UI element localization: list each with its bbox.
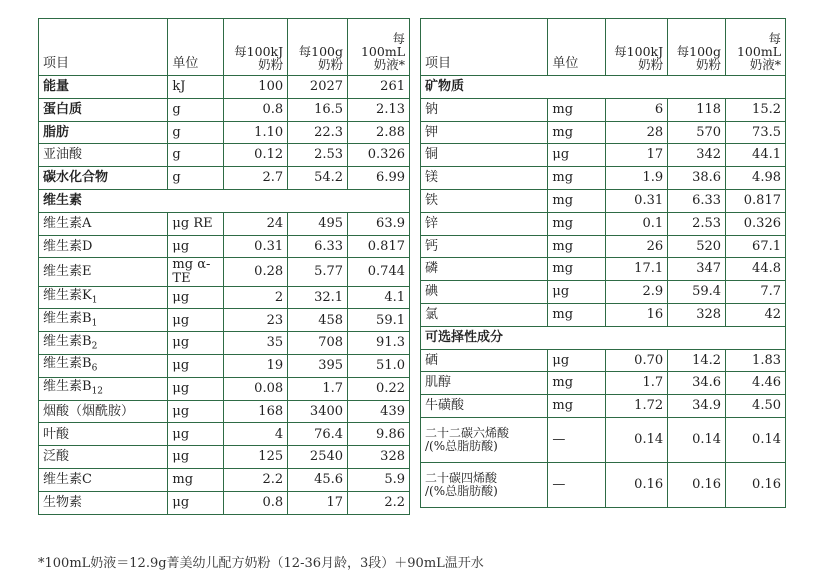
value-per-100g: 16.5	[288, 98, 348, 121]
nutrient-unit: μg	[168, 423, 224, 446]
header-per-100kj: 每100kJ 奶粉	[606, 19, 668, 76]
nutrient-unit: mg	[548, 212, 606, 235]
value-per-100g: 22.3	[288, 121, 348, 144]
value-per-100ml: 0.817	[726, 189, 786, 212]
value-per-100kj: 26	[606, 235, 668, 258]
value-per-100g: 0.16	[668, 462, 726, 507]
nutrient-name: 脂肪	[39, 121, 168, 144]
value-per-100ml: 15.2	[726, 98, 786, 121]
header-row	[421, 19, 786, 76]
nutrient-name: 维生素$B_{12}$	[39, 377, 168, 400]
value-per-100kj: 1.9	[606, 167, 668, 190]
nutrient-unit: mg α-TE	[168, 258, 224, 286]
nutrient-name: 二十碳四烯酸 /(%总脂肪酸)	[421, 462, 548, 507]
nutrient-name: 肌醇	[421, 372, 548, 395]
table-row	[39, 423, 410, 446]
value-per-100ml: 59.1	[348, 309, 410, 332]
nutrient-name: 维生素A	[39, 212, 168, 235]
nutrient-name: 铁	[421, 189, 548, 212]
table-row	[39, 400, 410, 423]
table-row	[39, 121, 410, 144]
nutrition-rows-right	[421, 76, 786, 508]
table-row	[39, 469, 410, 492]
header-per-100g: 每100g 奶粉	[668, 19, 726, 76]
nutrient-unit: g	[168, 98, 224, 121]
table-row	[421, 303, 786, 326]
nutrient-unit: μg	[168, 377, 224, 400]
nutrient-name: 能量	[39, 76, 168, 99]
nutrient-unit: mg	[548, 189, 606, 212]
table-row	[39, 144, 410, 167]
value-per-100kj: 0.8	[224, 491, 288, 514]
nutrient-name: 生物素	[39, 491, 168, 514]
nutrient-name: 硒	[421, 349, 548, 372]
value-per-100g: 395	[288, 355, 348, 378]
table-row	[39, 98, 410, 121]
nutrient-name: 铜	[421, 144, 548, 167]
value-per-100g: 17	[288, 491, 348, 514]
nutrient-name: 维生素$B_2$	[39, 332, 168, 355]
nutrient-name: 磷	[421, 258, 548, 281]
value-per-100kj: 0.31	[224, 235, 288, 258]
value-per-100g: 34.9	[668, 395, 726, 418]
value-per-100kj: 100	[224, 76, 288, 99]
table-row	[39, 235, 410, 258]
value-per-100kj: 24	[224, 212, 288, 235]
value-per-100kj: 6	[606, 98, 668, 121]
header-row	[39, 19, 410, 76]
nutrient-unit: μg	[168, 355, 224, 378]
value-per-100ml: 0.14	[726, 417, 786, 462]
value-per-100ml: 63.9	[348, 212, 410, 235]
value-per-100g: 32.1	[288, 286, 348, 309]
value-per-100ml: 0.326	[726, 212, 786, 235]
table-row	[421, 281, 786, 304]
value-per-100kj: 0.14	[606, 417, 668, 462]
nutrient-name: 维生素C	[39, 469, 168, 492]
value-per-100g: 2.53	[668, 212, 726, 235]
value-per-100g: 6.33	[668, 189, 726, 212]
nutrient-unit: kJ	[168, 76, 224, 99]
nutrient-name: 钠	[421, 98, 548, 121]
value-per-100ml: 0.16	[726, 462, 786, 507]
value-per-100ml: 67.1	[726, 235, 786, 258]
value-per-100kj: 19	[224, 355, 288, 378]
value-per-100ml: 4.98	[726, 167, 786, 190]
nutrient-name: 烟酸（烟酰胺）	[39, 400, 168, 423]
nutrient-name: 叶酸	[39, 423, 168, 446]
table-row	[39, 76, 410, 99]
header-item: 项目	[421, 19, 548, 76]
table-row	[421, 349, 786, 372]
section-title: 矿物质	[421, 76, 786, 99]
value-per-100g: 76.4	[288, 423, 348, 446]
table-row	[39, 286, 410, 309]
value-per-100kj: 2.2	[224, 469, 288, 492]
section-row	[421, 76, 786, 99]
value-per-100ml: 2.88	[348, 121, 410, 144]
table-row	[39, 446, 410, 469]
value-per-100g: 34.6	[668, 372, 726, 395]
section-row	[421, 326, 786, 349]
value-per-100g: 14.2	[668, 349, 726, 372]
header-per-100ml: 每100mL 奶液*	[348, 19, 410, 76]
header-item: 项目	[39, 19, 168, 76]
value-per-100ml: 0.326	[348, 144, 410, 167]
value-per-100ml: 91.3	[348, 332, 410, 355]
value-per-100g: 45.6	[288, 469, 348, 492]
value-per-100g: 1.7	[288, 377, 348, 400]
value-per-100kj: 1.10	[224, 121, 288, 144]
table-row	[421, 212, 786, 235]
value-per-100ml: 44.8	[726, 258, 786, 281]
nutrient-unit: mg	[548, 167, 606, 190]
value-per-100g: 342	[668, 144, 726, 167]
table-row	[421, 98, 786, 121]
value-per-100kj: 17	[606, 144, 668, 167]
value-per-100kj: 4	[224, 423, 288, 446]
nutrient-name: 钾	[421, 121, 548, 144]
table-row	[421, 395, 786, 418]
value-per-100ml: 439	[348, 400, 410, 423]
value-per-100kj: 35	[224, 332, 288, 355]
header-per-100g: 每100g 奶粉	[288, 19, 348, 76]
value-per-100ml: 261	[348, 76, 410, 99]
value-per-100kj: 28	[606, 121, 668, 144]
nutrient-unit: mg	[548, 395, 606, 418]
nutrient-name: 锌	[421, 212, 548, 235]
value-per-100ml: 2.13	[348, 98, 410, 121]
nutrition-table-left	[38, 18, 410, 515]
nutrient-unit: mg	[548, 121, 606, 144]
nutrient-name: 碳水化合物	[39, 167, 168, 190]
nutrient-name: 泛酸	[39, 446, 168, 469]
table-row	[39, 167, 410, 190]
value-per-100g: 5.77	[288, 258, 348, 286]
table-row	[39, 355, 410, 378]
value-per-100g: 2540	[288, 446, 348, 469]
table-row	[421, 144, 786, 167]
value-per-100g: 59.4	[668, 281, 726, 304]
nutrient-unit: g	[168, 121, 224, 144]
nutrient-name: 维生素$B_6$	[39, 355, 168, 378]
nutrient-unit: μg RE	[168, 212, 224, 235]
nutrition-table-right	[420, 18, 786, 508]
value-per-100ml: 4.50	[726, 395, 786, 418]
value-per-100kj: 0.1	[606, 212, 668, 235]
nutrient-unit: —	[548, 462, 606, 507]
nutrient-unit: —	[548, 417, 606, 462]
value-per-100g: 570	[668, 121, 726, 144]
table-row	[421, 167, 786, 190]
value-per-100kj: 0.12	[224, 144, 288, 167]
section-title: 可选择性成分	[421, 326, 786, 349]
nutrient-unit: μg	[548, 144, 606, 167]
nutrient-unit: μg	[168, 400, 224, 423]
value-per-100kj: 16	[606, 303, 668, 326]
value-per-100kj: 1.72	[606, 395, 668, 418]
value-per-100ml: 4.1	[348, 286, 410, 309]
nutrition-rows-left	[39, 76, 410, 515]
nutrient-name: 亚油酸	[39, 144, 168, 167]
nutrient-unit: μg	[168, 332, 224, 355]
nutrient-name: 蛋白质	[39, 98, 168, 121]
value-per-100kj: 0.8	[224, 98, 288, 121]
nutrient-name: 维生素E	[39, 258, 168, 286]
nutrient-name: 钙	[421, 235, 548, 258]
value-per-100ml: 0.817	[348, 235, 410, 258]
table-row	[421, 235, 786, 258]
value-per-100ml: 51.0	[348, 355, 410, 378]
table-row	[421, 372, 786, 395]
value-per-100kj: 0.08	[224, 377, 288, 400]
value-per-100g: 54.2	[288, 167, 348, 190]
header-per-100kj: 每100kJ 奶粉	[224, 19, 288, 76]
value-per-100ml: 0.22	[348, 377, 410, 400]
nutrient-unit: μg	[168, 446, 224, 469]
value-per-100ml: 44.1	[726, 144, 786, 167]
value-per-100g: 3400	[288, 400, 348, 423]
table-row	[421, 121, 786, 144]
value-per-100ml: 9.86	[348, 423, 410, 446]
table-row	[39, 332, 410, 355]
nutrient-unit: mg	[548, 98, 606, 121]
nutrient-name: 维生素$B_1$	[39, 309, 168, 332]
table-row	[39, 258, 410, 286]
value-per-100kj: 0.16	[606, 462, 668, 507]
value-per-100g: 6.33	[288, 235, 348, 258]
value-per-100kj: 2	[224, 286, 288, 309]
nutrient-unit: mg	[548, 303, 606, 326]
nutrient-unit: g	[168, 167, 224, 190]
nutrient-unit: μg	[168, 286, 224, 309]
value-per-100g: 328	[668, 303, 726, 326]
value-per-100ml: 328	[348, 446, 410, 469]
value-per-100ml: 42	[726, 303, 786, 326]
value-per-100kj: 2.9	[606, 281, 668, 304]
value-per-100ml: 5.9	[348, 469, 410, 492]
table-row	[39, 309, 410, 332]
value-per-100g: 458	[288, 309, 348, 332]
value-per-100ml: 7.7	[726, 281, 786, 304]
table-row	[421, 189, 786, 212]
nutrient-unit: μg	[548, 281, 606, 304]
table-row	[39, 491, 410, 514]
value-per-100kj: 17.1	[606, 258, 668, 281]
value-per-100g: 520	[668, 235, 726, 258]
nutrient-name: 碘	[421, 281, 548, 304]
value-per-100kj: 0.31	[606, 189, 668, 212]
section-row	[39, 189, 410, 212]
value-per-100g: 2.53	[288, 144, 348, 167]
value-per-100ml: 1.83	[726, 349, 786, 372]
table-row	[39, 212, 410, 235]
value-per-100kj: 23	[224, 309, 288, 332]
value-per-100kj: 125	[224, 446, 288, 469]
value-per-100ml: 6.99	[348, 167, 410, 190]
nutrient-name: 镁	[421, 167, 548, 190]
value-per-100ml: 2.2	[348, 491, 410, 514]
value-per-100g: 2027	[288, 76, 348, 99]
value-per-100kj: 1.7	[606, 372, 668, 395]
value-per-100ml: 0.744	[348, 258, 410, 286]
section-title: 维生素	[39, 189, 410, 212]
value-per-100kj: 0.70	[606, 349, 668, 372]
nutrient-unit: μg	[168, 235, 224, 258]
nutrient-name: 牛磺酸	[421, 395, 548, 418]
value-per-100ml: 73.5	[726, 121, 786, 144]
nutrient-name: 维生素$K_1$	[39, 286, 168, 309]
value-per-100kj: 0.28	[224, 258, 288, 286]
value-per-100g: 347	[668, 258, 726, 281]
nutrient-unit: μg	[168, 491, 224, 514]
nutrient-unit: μg	[548, 349, 606, 372]
table-row	[421, 417, 786, 462]
value-per-100kj: 2.7	[224, 167, 288, 190]
nutrient-unit: mg	[548, 372, 606, 395]
value-per-100kj: 168	[224, 400, 288, 423]
nutrient-unit: mg	[548, 258, 606, 281]
table-row	[421, 258, 786, 281]
nutrient-unit: μg	[168, 309, 224, 332]
nutrient-name: 二十二碳六烯酸 /(%总脂肪酸)	[421, 417, 548, 462]
value-per-100g: 118	[668, 98, 726, 121]
value-per-100g: 495	[288, 212, 348, 235]
nutrient-name: 维生素D	[39, 235, 168, 258]
table-row	[421, 462, 786, 507]
nutrient-unit: mg	[548, 235, 606, 258]
value-per-100g: 708	[288, 332, 348, 355]
header-per-100ml: 每100mL 奶液*	[726, 19, 786, 76]
table-row	[39, 377, 410, 400]
nutrient-unit: mg	[168, 469, 224, 492]
value-per-100g: 38.6	[668, 167, 726, 190]
footnote: *100mL奶液＝12.9g菁美幼儿配方奶粉（12-36月龄，3段）＋90mL温开水	[38, 556, 484, 571]
value-per-100g: 0.14	[668, 417, 726, 462]
header-unit: 单位	[168, 19, 224, 76]
header-unit: 单位	[548, 19, 606, 76]
value-per-100ml: 4.46	[726, 372, 786, 395]
nutrient-name: 氯	[421, 303, 548, 326]
nutrient-unit: g	[168, 144, 224, 167]
